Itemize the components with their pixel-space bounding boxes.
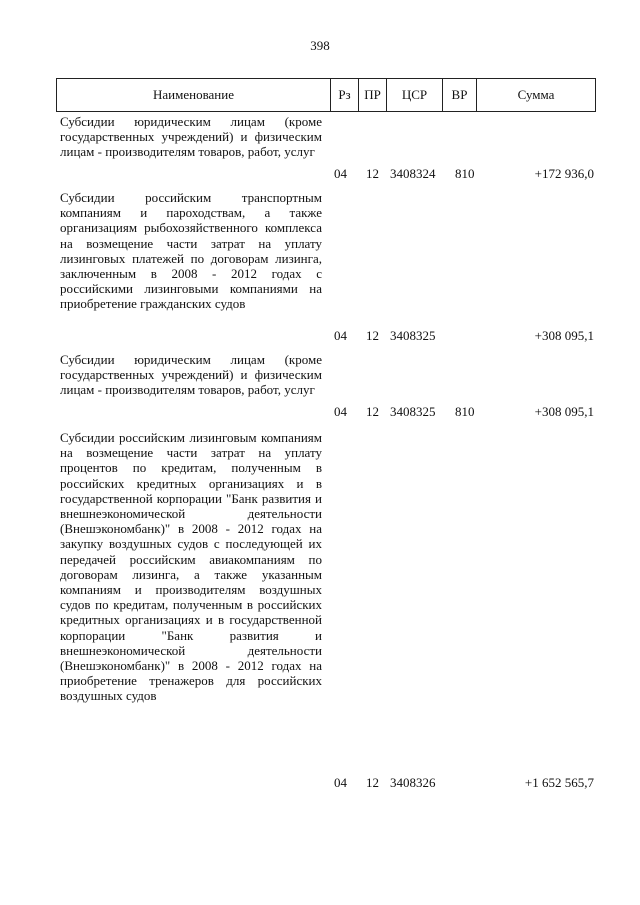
header-sum: Сумма [517, 87, 555, 102]
row-name: Субсидии юридическим лицам (кроме государственных учреждений) и физическим лицам - производителям товаров, работ, услуг [60, 352, 322, 398]
row-vr: 810 [455, 404, 475, 419]
row-pr: 12 [366, 775, 379, 790]
row-csr: 3408324 [390, 166, 436, 181]
table-row [56, 430, 596, 800]
table-row [56, 352, 596, 422]
row-csr: 3408326 [390, 775, 436, 790]
row-name: Субсидии юридическим лицам (кроме государственных учреждений) и физическим лицам - производителям товаров, работ, услуг [60, 114, 322, 160]
header-csr: ЦСР [387, 79, 443, 111]
table-row [56, 114, 596, 184]
row-csr: 3408325 [390, 404, 436, 419]
header-name: Наименование [57, 79, 331, 111]
row-pr: 12 [366, 328, 379, 343]
page-number: 398 [310, 38, 330, 53]
row-rz: 04 [334, 404, 347, 419]
row-pr: 12 [366, 166, 379, 181]
table-header [56, 78, 596, 112]
header-pr: ПР [359, 79, 387, 111]
row-name: Субсидии российским лизинговым компаниям на возмещение части затрат на уплату процентов по кредитам, полученным в российских кредитных организациях и в государственной корпорации "Банк развития и внешнеэкономической деятельности (Внешэкономбанк)" в 2008 - 2012 годах на закупку воздушных судов с последующей их передачей российским авиакомпаниям по договорам лизинга, а также указанным компаниям и производителям воздушных судов по кредитам, полученным в российских кредитных организациях и в государственной корпорации "Банк развития и внешнеэкономической деятельности (Внешэкономбанк)" в 2008 - 2012 годах на приобретение тренажеров для российских воздушных судов [60, 430, 322, 704]
row-rz: 04 [334, 775, 347, 790]
table-row [56, 190, 596, 344]
row-pr: 12 [366, 404, 379, 419]
row-sum: +308 095,1 [534, 404, 594, 419]
header-rz: Рз [331, 79, 359, 111]
row-sum: +308 095,1 [534, 328, 594, 343]
row-vr: 810 [455, 166, 475, 181]
row-rz: 04 [334, 166, 347, 181]
row-csr: 3408325 [390, 328, 436, 343]
header-vr: ВР [443, 79, 477, 111]
row-rz: 04 [334, 328, 347, 343]
row-sum: +172 936,0 [534, 166, 594, 181]
row-sum: +1 652 565,7 [524, 775, 594, 790]
row-name: Субсидии российским транспортным компаниям и пароходствам, а также организациям рыбохозяйственного комплекса на возмещение части затрат на уплату лизинговых платежей по договорам лизинга, заключенным в 2008 - 2012 годах с российскими лизинговыми компаниями на приобретение гражданских судов [60, 190, 322, 312]
